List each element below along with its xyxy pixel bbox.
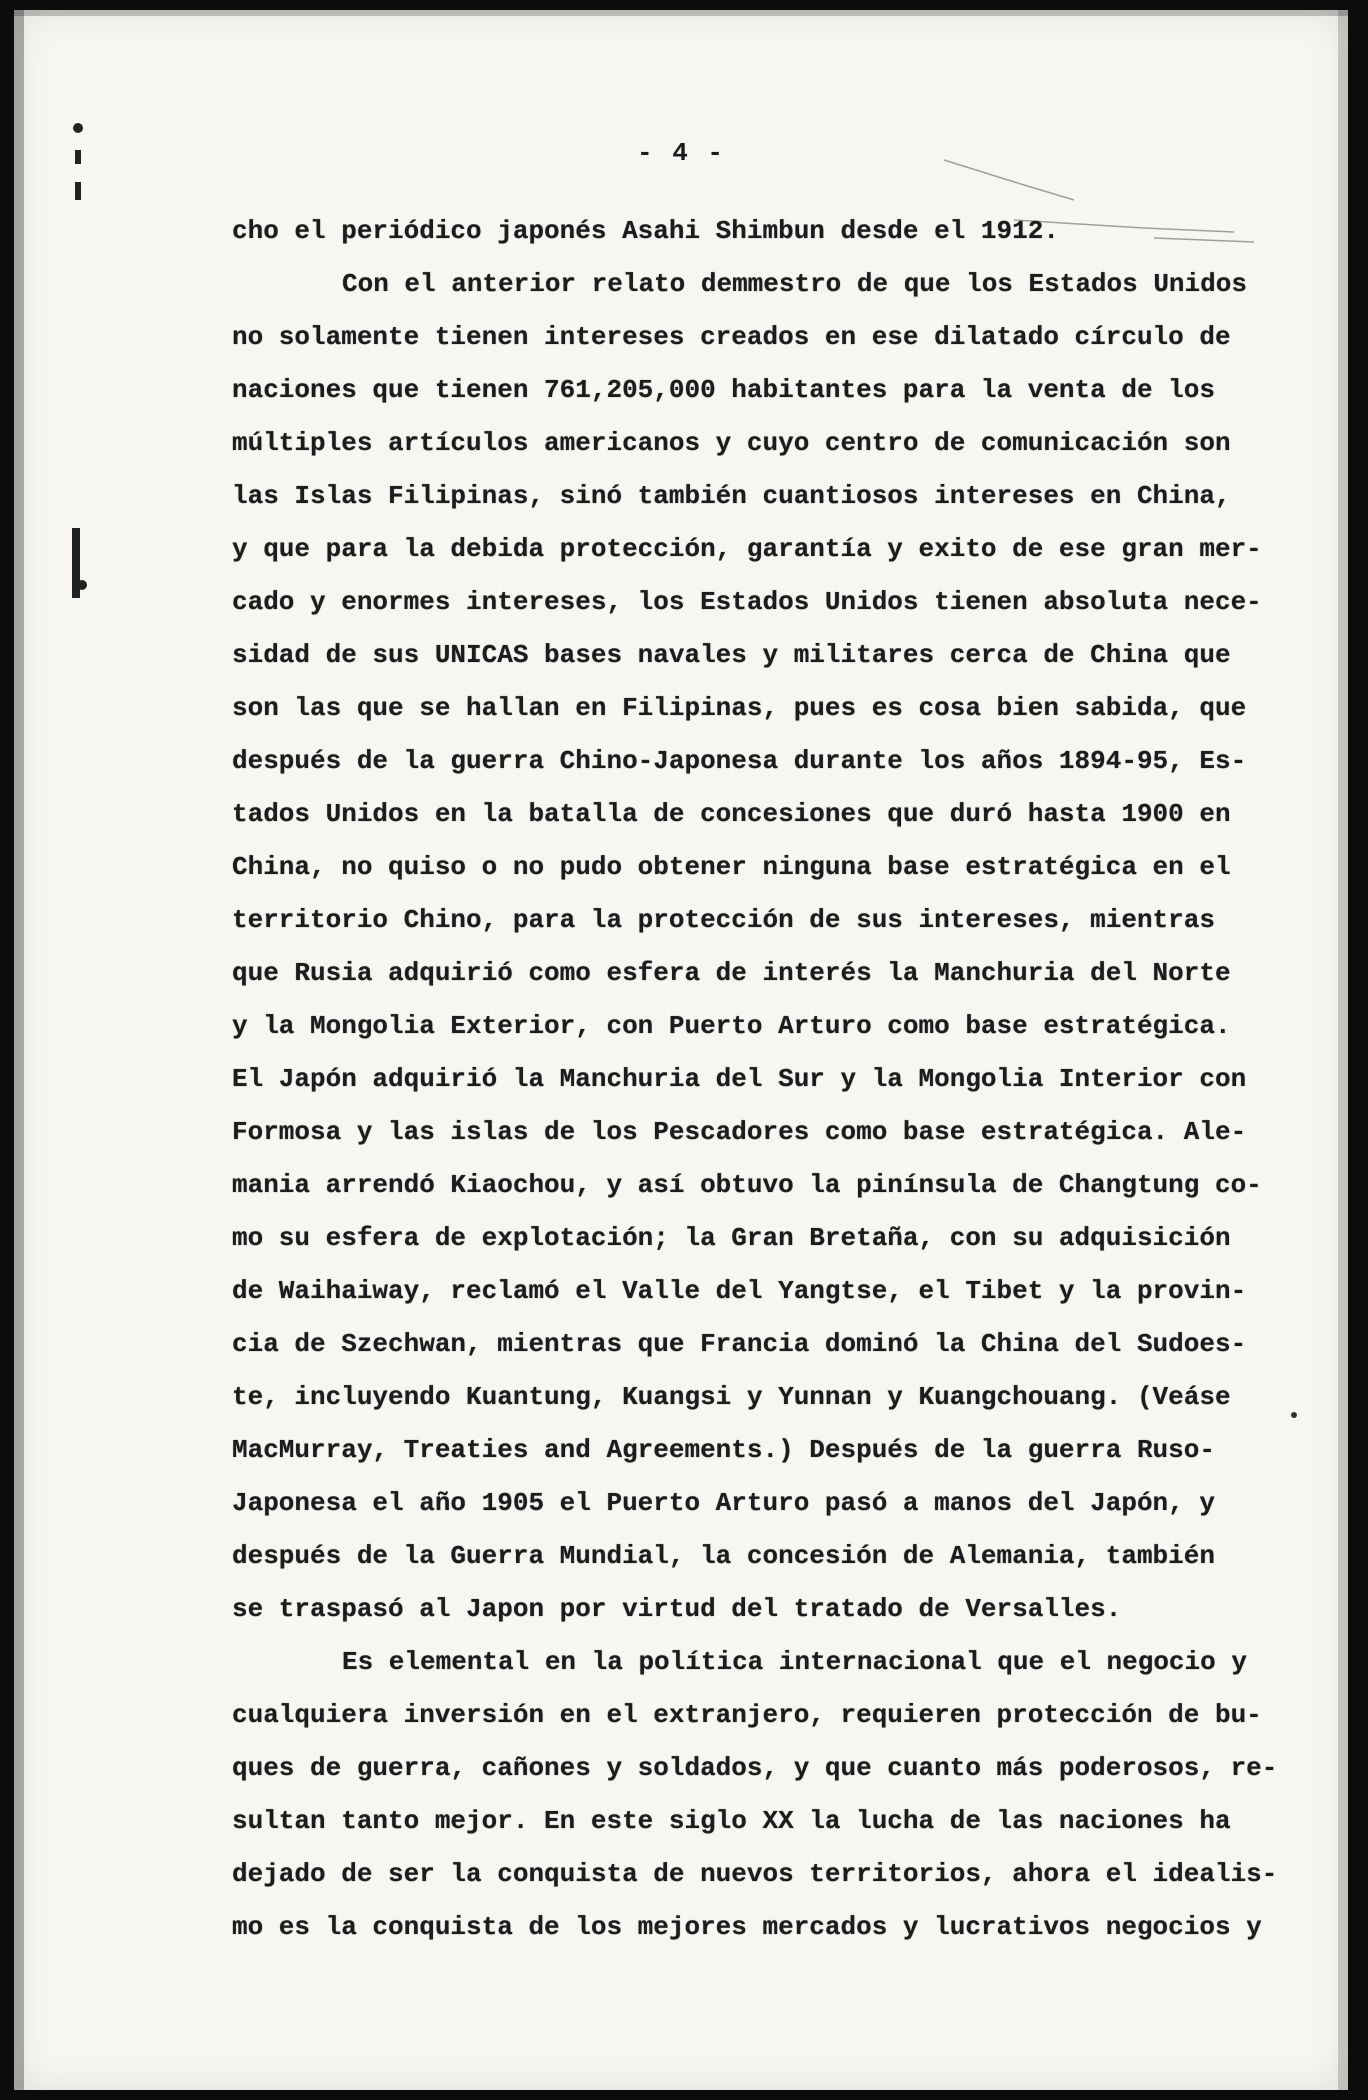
top-edge-shadow — [14, 10, 1348, 16]
text-line: China, no quiso o no pudo obtener ninguna base estratégica en el — [232, 852, 1231, 882]
punch-mark-upper — [73, 123, 83, 133]
text-line: naciones que tienen 761,205,000 habitantes para la venta de los — [232, 375, 1215, 405]
body-text — [232, 205, 1292, 1954]
text-line: MacMurray, Treaties and Agreements.) Después de la guerra Ruso- — [232, 1435, 1215, 1465]
text-line: cado y enormes intereses, los Estados Unidos tienen absoluta nece- — [232, 587, 1262, 617]
text-line: tados Unidos en la batalla de concesiones que duró hasta 1900 en — [232, 799, 1231, 829]
text-line: no solamente tienen intereses creados en ese dilatado círculo de — [232, 322, 1231, 352]
text-line: y que para la debida protección, garantía y exito de ese gran mer- — [232, 534, 1262, 564]
text-line: te, incluyendo Kuantung, Kuangsi y Yunnan y Kuangchouang. (Veáse — [232, 1382, 1231, 1412]
punch-mark-middle-dot — [77, 580, 87, 590]
punch-mark-upper-dash-2 — [75, 182, 81, 200]
text-line: mo es la conquista de los mejores mercados y lucrativos negocios y — [232, 1912, 1262, 1942]
text-line: mania arrendó Kiaochou, y así obtuvo la pinínsula de Changtung co- — [232, 1170, 1262, 1200]
text-line: mo su esfera de explotación; la Gran Bretaña, con su adquisición — [232, 1223, 1231, 1253]
text-line: cualquiera inversión en el extranjero, requieren protección de bu- — [232, 1700, 1262, 1730]
text-line: después de la guerra Chino-Japonesa durante los años 1894-95, Es- — [232, 746, 1247, 776]
text-line: dejado de ser la conquista de nuevos territorios, ahora el idealis- — [232, 1859, 1278, 1889]
text-line: sidad de sus UNICAS bases navales y militares cerca de China que — [232, 640, 1231, 670]
text-line: de Waihaiway, reclamó el Valle del Yangtse, el Tibet y la provin- — [232, 1276, 1247, 1306]
text-line: se traspasó al Japon por virtud del tratado de Versalles. — [232, 1594, 1122, 1624]
right-edge-shadow — [1338, 10, 1348, 2090]
text-line: territorio Chino, para la protección de sus intereses, mientras — [232, 905, 1215, 935]
text-line: Con el anterior relato demmestro de que los Estados Unidos — [342, 269, 1247, 299]
text-line: que Rusia adquirió como esfera de interés la Manchuria del Norte — [232, 958, 1231, 988]
text-line: cho el periódico japonés Asahi Shimbun desde el 1912. — [232, 216, 1059, 246]
text-line: son las que se hallan en Filipinas, pues es cosa bien sabida, que — [232, 693, 1247, 723]
text-line: sultan tanto mejor. En este siglo XX la lucha de las naciones ha — [232, 1806, 1231, 1836]
text-line: Japonesa el año 1905 el Puerto Arturo pasó a manos del Japón, y — [232, 1488, 1215, 1518]
text-line: Es elemental en la política internacional que el negocio y — [342, 1647, 1247, 1677]
text-line: después de la Guerra Mundial, la concesión de Alemania, también — [232, 1541, 1215, 1571]
text-line: las Islas Filipinas, sinó también cuantiosos intereses en China, — [232, 481, 1231, 511]
left-edge-shadow — [14, 10, 24, 2090]
page-number: - 4 - — [636, 138, 725, 168]
text-line: cia de Szechwan, mientras que Francia dominó la China del Sudoes- — [232, 1329, 1247, 1359]
document-page — [14, 10, 1348, 2090]
text-line: ques de guerra, cañones y soldados, y que cuanto más poderosos, re- — [232, 1753, 1278, 1783]
text-line: y la Mongolia Exterior, con Puerto Arturo como base estratégica. — [232, 1011, 1231, 1041]
text-line: El Japón adquirió la Manchuria del Sur y la Mongolia Interior con — [232, 1064, 1247, 1094]
text-line: múltiples artículos americanos y cuyo centro de comunicación son — [232, 428, 1231, 458]
punch-mark-middle — [72, 528, 80, 598]
text-line: Formosa y las islas de los Pescadores como base estratégica. Ale- — [232, 1117, 1247, 1147]
